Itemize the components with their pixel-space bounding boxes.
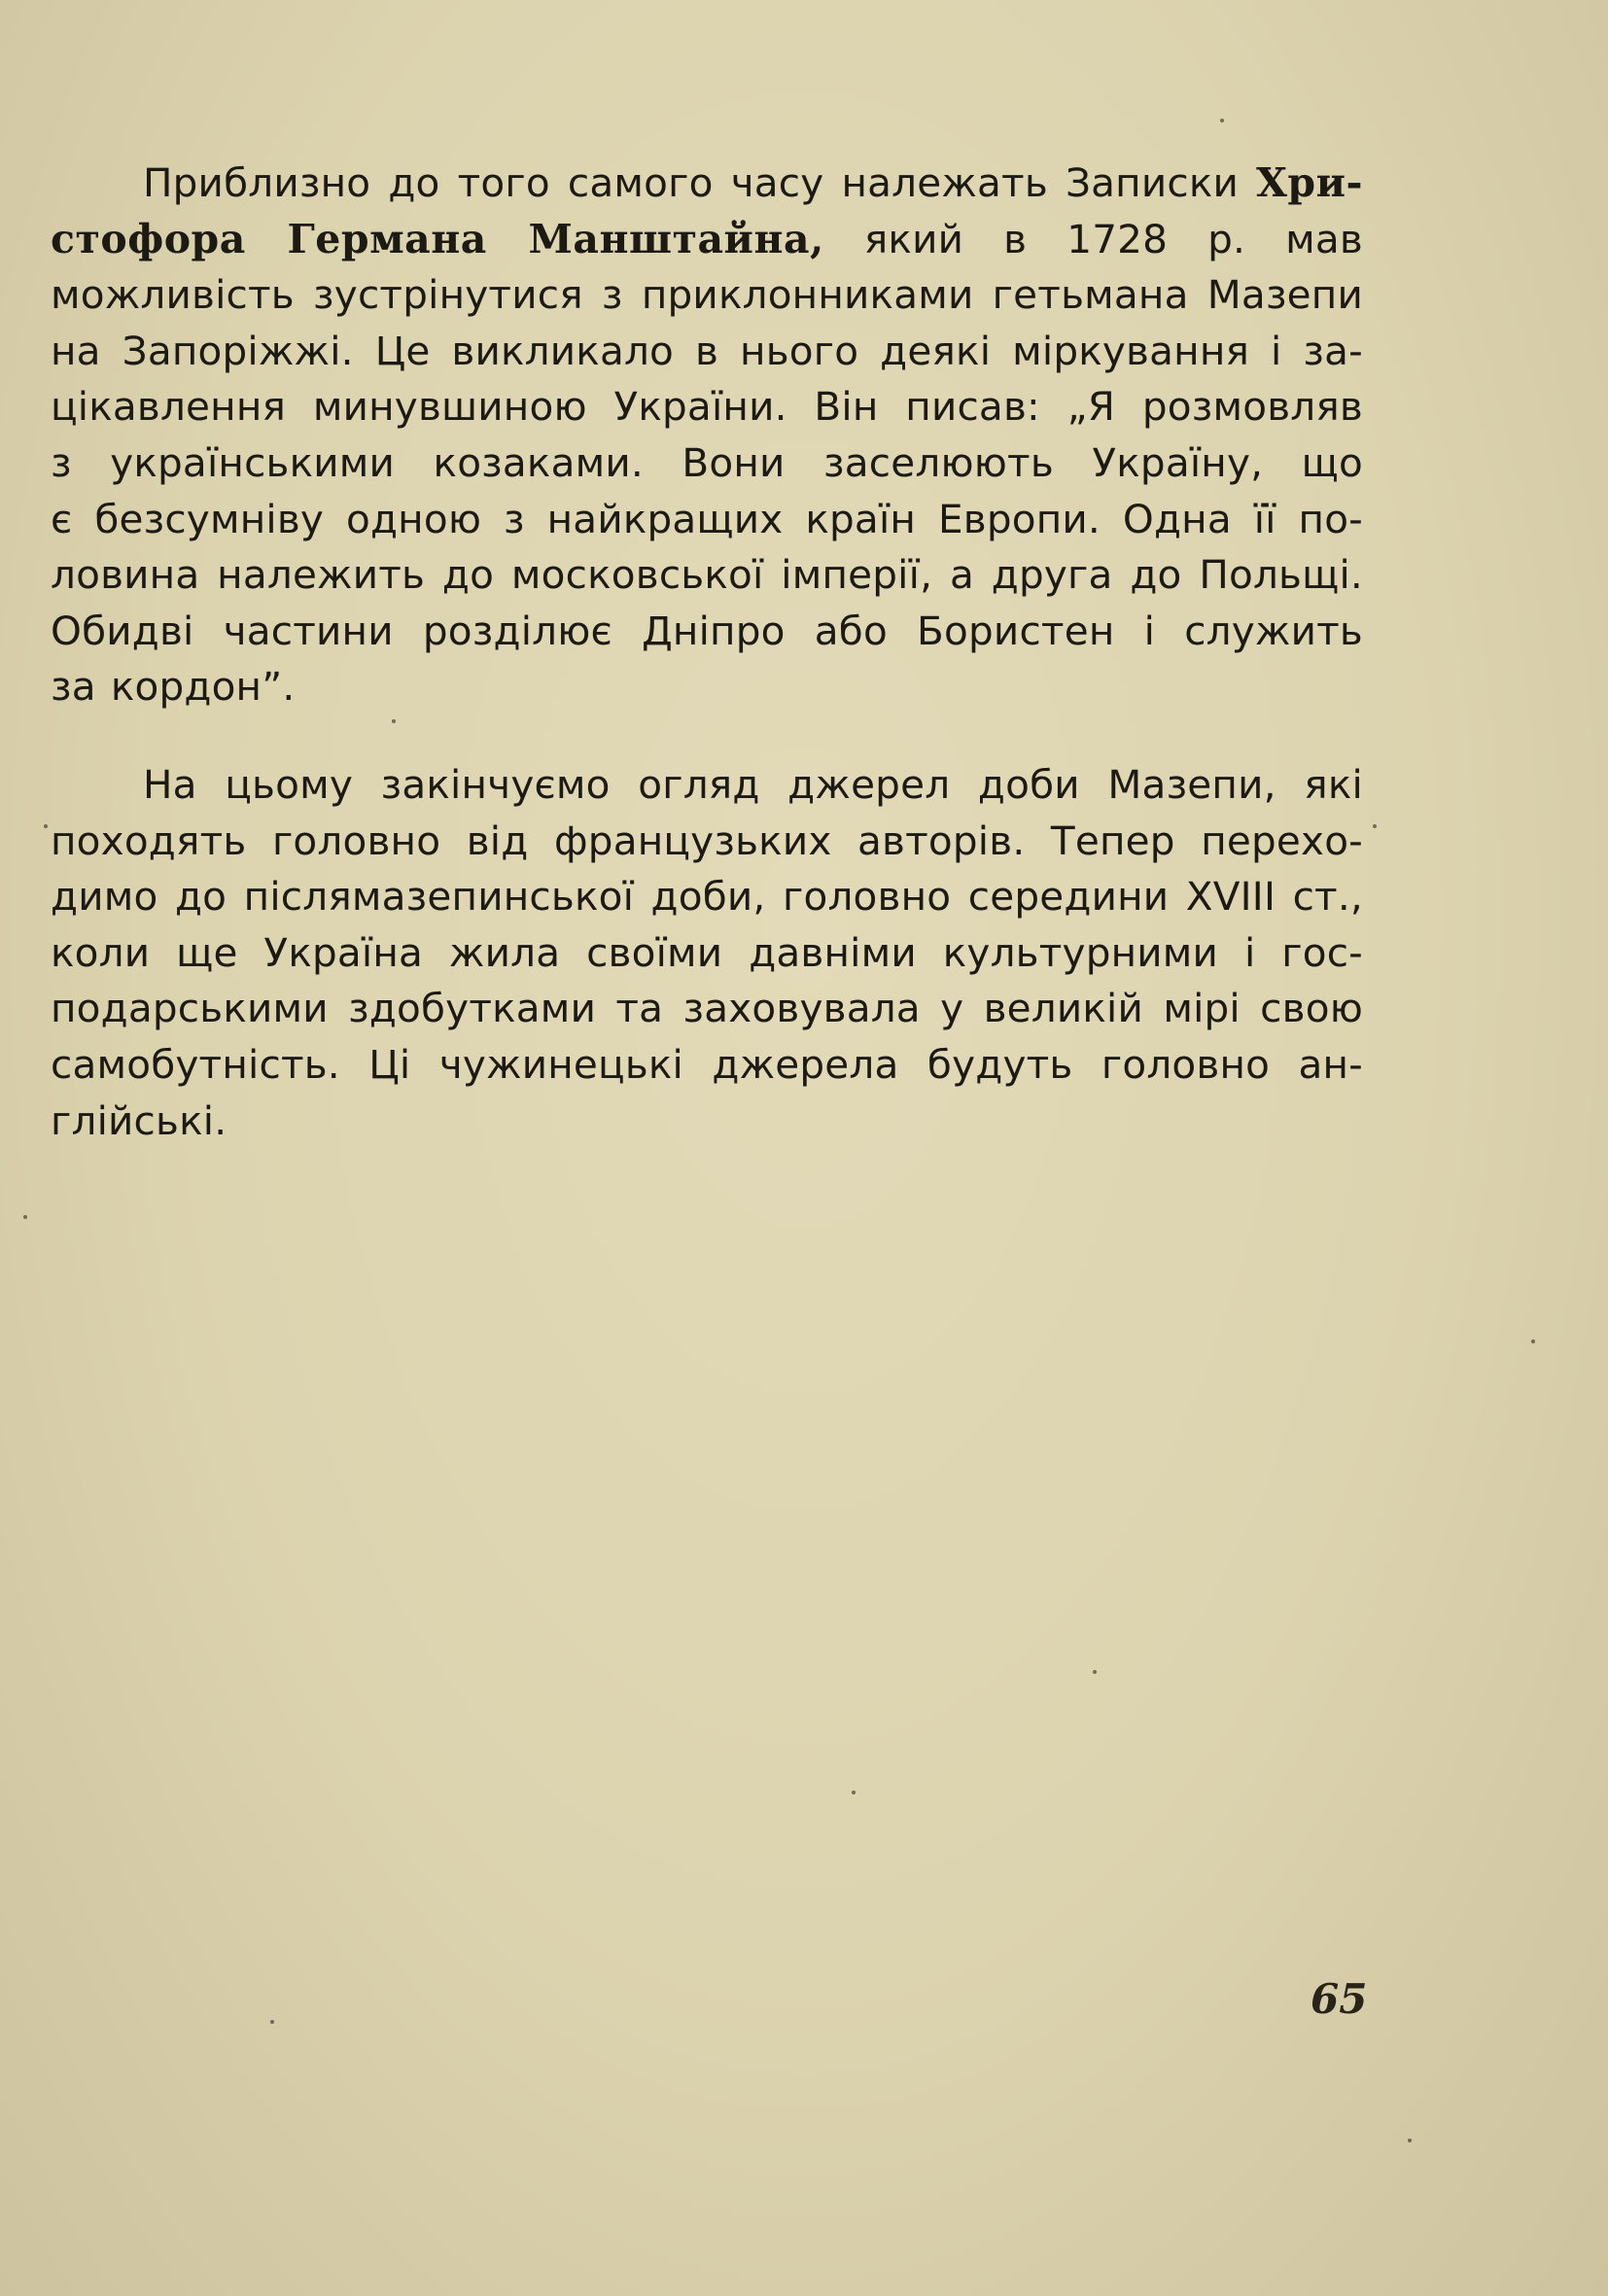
paper-speck	[23, 1215, 27, 1219]
paper-speck	[1220, 119, 1224, 122]
text-line: стофора Германа Манштайна, який в 1728 р. мав	[51, 215, 1363, 262]
paper-speck	[392, 719, 396, 723]
paper-speck	[1093, 1670, 1097, 1674]
paper-speck	[1408, 2139, 1412, 2142]
paragraph-manstein	[51, 156, 1363, 715]
paper-speck	[270, 2020, 274, 2024]
paper-speck	[852, 1791, 856, 1794]
text-line: є безсумніву одною з найкращих країн Европи. Одна її по-	[51, 495, 1363, 542]
bold-name-fragment: Хри-	[1256, 159, 1363, 206]
text-line: цікавлення минувшиною України. Він писав: „Я розмовляв	[51, 383, 1363, 431]
text-line: глійські.	[51, 1096, 227, 1144]
paper-speck	[1531, 1339, 1535, 1343]
text-line: коли ще Україна жила своїми давніми культурними і гос-	[51, 928, 1363, 976]
text-line: димо до післямазепинської доби, головно середини XVIII ст.,	[51, 873, 1363, 921]
text-line: Приблизно до того самого часу належать Записки Хри-	[143, 159, 1363, 206]
paragraph-conclusion	[51, 757, 1363, 1149]
text-line: подарськими здобутками та заховувала у великій мірі свою	[51, 985, 1363, 1032]
text-line: На цьому закінчуємо огляд джерел доби Мазепи, які	[143, 761, 1363, 808]
text-line: самобутність. Ці чужинецькі джерела будуть головно ан-	[51, 1040, 1363, 1088]
bold-name-fragment: стофора Германа Манштайна,	[51, 215, 824, 262]
text-line: Обидві частини розділює Дніпро або Бористен і служить	[51, 607, 1363, 654]
text-line: можливість зустрінутися з приклонниками гетьмана Мазепи	[51, 271, 1363, 319]
paper-speck	[44, 824, 48, 828]
text-line: ловина належить до московської імперії, а друга до Польщі.	[51, 551, 1363, 599]
text-line: походять головно від французьких авторів. Тепер перехо-	[51, 817, 1363, 864]
text-line: за кордон”.	[51, 663, 296, 711]
text-line: на Запоріжжі. Це викликало в нього деякі міркування і за-	[51, 327, 1363, 374]
paper-speck	[1373, 824, 1377, 828]
page-number: 65	[1311, 1975, 1368, 2023]
text-line: з українськими козаками. Вони заселюють Україну, що	[51, 438, 1363, 486]
